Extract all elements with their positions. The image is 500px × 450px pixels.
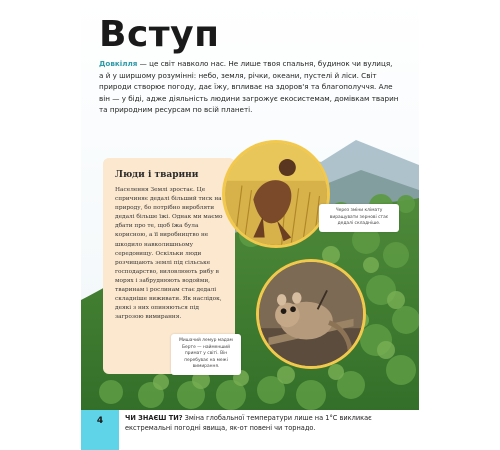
farmer-field-illustration bbox=[225, 143, 327, 245]
book-page bbox=[81, 0, 419, 450]
intro-highlight: Довкілля bbox=[99, 59, 138, 68]
intro-text: — це світ навколо нас. Не лише твоя спальня, будинок чи вулиця, а й у ширшому розумінні: небо, земля, річки, океани, пустелі й ліси. Світ природи створює погоду, дає їжу, впливає на здоров'я та благополуччя. Але він — у біді, адже діяльність людини загрожує екосистемам, домівкам тварин та природним ресурсам по всій планеті. bbox=[99, 59, 399, 115]
farmer-photo bbox=[222, 140, 330, 248]
mouse-lemur-illustration bbox=[259, 262, 363, 366]
lemur-photo bbox=[256, 259, 366, 369]
lemur-caption: Мишачий лемур мадам Берте — найменший примат у світі. Він перебуває на межі вимирання. bbox=[171, 334, 241, 375]
farmer-caption: Через зміни клімату виращувати зернові стає дедалі складніше. bbox=[319, 204, 399, 232]
did-you-know-text bbox=[125, 414, 415, 434]
intro-paragraph bbox=[99, 58, 399, 116]
sidebar-text: Населення Землі зростає. Це спричиняє дедалі більший тиск на природу, бо потрібно виробляти дедалі більше їжі. Однак ми маємо дбати про те, щоб їжа була корисною, а її виробництво не шкодило навколишньому середовищу. Оскільки люди розчищають землі під сільське господарство, виловлюють рибу в морях і забруднюють водойми, тваринам і рослинам стає дедалі складніше виживати. Як наслідок, деякі з них опиняються під загрозою вимирання. bbox=[115, 187, 223, 321]
page-number: 4 bbox=[96, 416, 104, 426]
did-you-know-bar bbox=[81, 410, 419, 450]
did-you-know-fact: Зміна глобальної температури лише на 1°С викликає екстремальні погодні явища, як-от повені чи торнадо. bbox=[125, 414, 372, 432]
sidebar-title: Люди і тварини bbox=[115, 170, 199, 180]
did-you-know-label: ЧИ ЗНАЄШ ТИ? bbox=[125, 414, 183, 422]
page-title: Вступ bbox=[99, 14, 220, 55]
